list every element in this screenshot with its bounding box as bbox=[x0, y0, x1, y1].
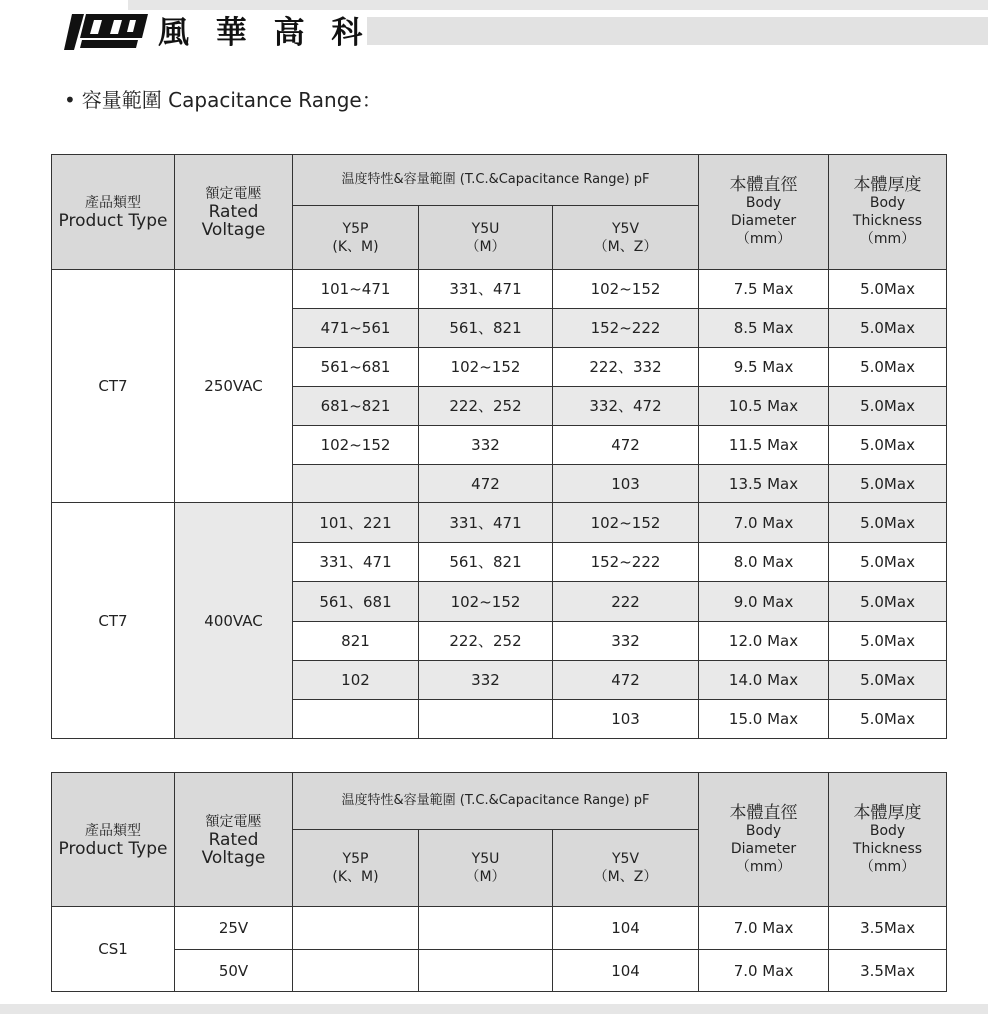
y5v-cell: 103 bbox=[553, 465, 699, 503]
y5v-cell: 104 bbox=[553, 950, 699, 992]
y5p-cell bbox=[293, 465, 419, 503]
voltage-cell: 25V bbox=[175, 907, 293, 950]
y5v-cell: 472 bbox=[553, 426, 699, 465]
section-title-text: 容量範圍 Capacitance Range： bbox=[81, 88, 382, 112]
table-row bbox=[52, 503, 947, 543]
diameter-cell: 9.5 Max bbox=[699, 348, 829, 387]
y5v-cell: 103 bbox=[553, 700, 699, 739]
header-body-thickness: 本體厚度 Body Thickness （mm） bbox=[829, 773, 947, 907]
bottom-decor-bar bbox=[0, 1004, 988, 1014]
y5v-cell: 102~152 bbox=[553, 503, 699, 543]
y5p-cell: 102~152 bbox=[293, 426, 419, 465]
y5u-cell: 331、471 bbox=[419, 503, 553, 543]
thickness-cell: 5.0Max bbox=[829, 426, 947, 465]
thickness-cell: 5.0Max bbox=[829, 503, 947, 543]
y5u-cell bbox=[419, 907, 553, 950]
y5p-cell bbox=[293, 907, 419, 950]
header-rated-voltage: 額定電壓 Rated Voltage bbox=[175, 155, 293, 270]
y5p-cell: 471~561 bbox=[293, 309, 419, 348]
bullet: • bbox=[64, 88, 76, 112]
section-title bbox=[64, 87, 382, 113]
y5p-cell: 101~471 bbox=[293, 270, 419, 309]
y5u-cell: 102~152 bbox=[419, 348, 553, 387]
y5p-cell: 101、221 bbox=[293, 503, 419, 543]
capacitance-table-ct7 bbox=[51, 154, 947, 739]
voltage-cell: 50V bbox=[175, 950, 293, 992]
y5u-cell: 332 bbox=[419, 426, 553, 465]
thickness-cell: 5.0Max bbox=[829, 348, 947, 387]
diameter-cell: 14.0 Max bbox=[699, 661, 829, 700]
header-y5v: Y5V （M、Z） bbox=[553, 830, 699, 907]
header-tc-range: 温度特性&容量範圍 (T.C.&Capacitance Range) pF bbox=[293, 155, 699, 206]
y5v-cell: 222 bbox=[553, 582, 699, 622]
diameter-cell: 15.0 Max bbox=[699, 700, 829, 739]
y5u-cell: 331、471 bbox=[419, 270, 553, 309]
diameter-cell: 7.0 Max bbox=[699, 907, 829, 950]
y5p-cell: 561~681 bbox=[293, 348, 419, 387]
top-decor-bar bbox=[128, 0, 988, 10]
diameter-cell: 10.5 Max bbox=[699, 387, 829, 426]
diameter-cell: 7.5 Max bbox=[699, 270, 829, 309]
thickness-cell: 5.0Max bbox=[829, 309, 947, 348]
table-row bbox=[52, 907, 947, 950]
y5u-cell: 472 bbox=[419, 465, 553, 503]
y5p-cell: 681~821 bbox=[293, 387, 419, 426]
y5p-cell bbox=[293, 700, 419, 739]
y5v-cell: 222、332 bbox=[553, 348, 699, 387]
table-row bbox=[52, 270, 947, 309]
voltage-cell: 250VAC bbox=[175, 270, 293, 503]
product-type-cell: CS1 bbox=[52, 907, 175, 992]
header-band bbox=[367, 17, 988, 45]
diameter-cell: 7.0 Max bbox=[699, 503, 829, 543]
y5u-cell bbox=[419, 950, 553, 992]
thickness-cell: 5.0Max bbox=[829, 270, 947, 309]
header-tc-range: 温度特性&容量範圍 (T.C.&Capacitance Range) pF bbox=[293, 773, 699, 830]
y5p-cell: 561、681 bbox=[293, 582, 419, 622]
y5v-cell: 332、472 bbox=[553, 387, 699, 426]
y5v-cell: 152~222 bbox=[553, 543, 699, 582]
product-type-cell: CT7 bbox=[52, 270, 175, 503]
header-y5u: Y5U （M） bbox=[419, 206, 553, 270]
y5p-cell: 821 bbox=[293, 622, 419, 661]
thickness-cell: 5.0Max bbox=[829, 700, 947, 739]
y5u-cell: 561、821 bbox=[419, 543, 553, 582]
y5u-cell bbox=[419, 700, 553, 739]
y5u-cell: 222、252 bbox=[419, 387, 553, 426]
product-type-cell: CT7 bbox=[52, 503, 175, 739]
y5v-cell: 472 bbox=[553, 661, 699, 700]
header-body-thickness: 本體厚度 Body Thickness （mm） bbox=[829, 155, 947, 270]
y5u-cell: 222、252 bbox=[419, 622, 553, 661]
thickness-cell: 5.0Max bbox=[829, 387, 947, 426]
y5p-cell bbox=[293, 950, 419, 992]
thickness-cell: 5.0Max bbox=[829, 543, 947, 582]
header-body-diameter: 本體直徑 Body Diameter （mm） bbox=[699, 155, 829, 270]
header-y5p: Y5P (K、M) bbox=[293, 830, 419, 907]
thickness-cell: 5.0Max bbox=[829, 582, 947, 622]
thickness-cell: 5.0Max bbox=[829, 622, 947, 661]
y5v-cell: 152~222 bbox=[553, 309, 699, 348]
y5v-cell: 332 bbox=[553, 622, 699, 661]
thickness-cell: 5.0Max bbox=[829, 661, 947, 700]
y5p-cell: 102 bbox=[293, 661, 419, 700]
thickness-cell: 3.5Max bbox=[829, 907, 947, 950]
header-y5p: Y5P (K、M) bbox=[293, 206, 419, 270]
header-product-type: 產品類型 Product Type bbox=[52, 773, 175, 907]
brand-name: 風 華 高 科 bbox=[158, 15, 371, 51]
y5u-cell: 332 bbox=[419, 661, 553, 700]
y5p-cell: 331、471 bbox=[293, 543, 419, 582]
diameter-cell: 11.5 Max bbox=[699, 426, 829, 465]
fenghua-logo-icon bbox=[64, 12, 148, 52]
y5v-cell: 104 bbox=[553, 907, 699, 950]
header-body-diameter: 本體直徑 Body Diameter （mm） bbox=[699, 773, 829, 907]
diameter-cell: 8.0 Max bbox=[699, 543, 829, 582]
voltage-cell: 400VAC bbox=[175, 503, 293, 739]
table-row bbox=[52, 950, 947, 992]
header-rated-voltage: 額定電壓 Rated Voltage bbox=[175, 773, 293, 907]
diameter-cell: 7.0 Max bbox=[699, 950, 829, 992]
diameter-cell: 13.5 Max bbox=[699, 465, 829, 503]
y5u-cell: 102~152 bbox=[419, 582, 553, 622]
capacitance-table-cs1 bbox=[51, 772, 947, 992]
thickness-cell: 3.5Max bbox=[829, 950, 947, 992]
header-product-type: 產品類型 Product Type bbox=[52, 155, 175, 270]
y5v-cell: 102~152 bbox=[553, 270, 699, 309]
header-y5v: Y5V （M、Z） bbox=[553, 206, 699, 270]
diameter-cell: 12.0 Max bbox=[699, 622, 829, 661]
y5u-cell: 561、821 bbox=[419, 309, 553, 348]
header-y5u: Y5U （M） bbox=[419, 830, 553, 907]
diameter-cell: 9.0 Max bbox=[699, 582, 829, 622]
thickness-cell: 5.0Max bbox=[829, 465, 947, 503]
diameter-cell: 8.5 Max bbox=[699, 309, 829, 348]
